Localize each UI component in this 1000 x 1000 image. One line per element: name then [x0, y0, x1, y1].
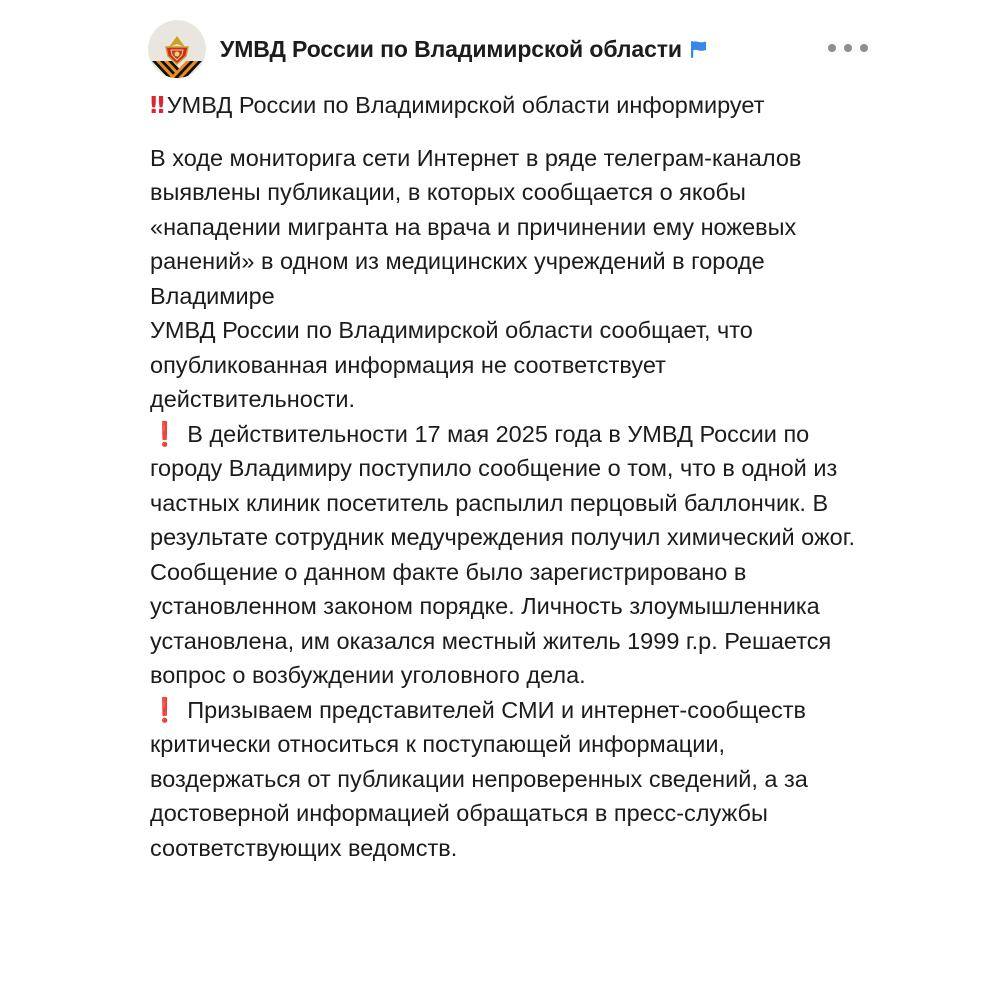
- post-paragraph-2: УМВД России по Владимирской области сообщает, что опубликованная информация не соответствует действительности.: [150, 317, 753, 412]
- more-dot: [860, 44, 868, 52]
- post-paragraph-3: [150, 417, 862, 693]
- post-body: [150, 88, 862, 865]
- post-paragraph-1: В ходе мониторига сети Интернет в ряде телеграм-каналов выявлены публикации, в которых сообщается о якобы «нападении мигранта на врача и причинении ему ножевых ранений» в одном из медицинских учреждений в городе Владимире: [150, 144, 802, 309]
- more-options-button[interactable]: [828, 38, 868, 58]
- exclamation-emoji: ❗: [150, 419, 180, 448]
- more-dot: [828, 44, 836, 52]
- post-paragraph-4: [150, 693, 862, 866]
- post-title: [150, 88, 862, 123]
- channel-header: [148, 18, 868, 80]
- channel-avatar[interactable]: [148, 20, 206, 78]
- post-title-text: УМВД России по Владимирской области информирует: [166, 92, 765, 118]
- channel-name[interactable]: УМВД России по Владимирской области: [220, 35, 682, 62]
- double-exclamation-emoji: ‼: [150, 91, 162, 119]
- exclamation-emoji: ❗: [150, 695, 180, 724]
- post-paragraph-3-text: В действительности 17 мая 2025 года в УМВД России по городу Владимиру поступило сообщение о том, что в одной из частных клиник посетитель распылил перцовый баллончик. В результате сотрудник медучреждения получил химический ожог. Сообщение о данном факте было зарегистрировано в установленном законом порядке. Личность злоумышленника установлена, им оказался местный житель 1999 г.р. Решается вопрос о возбуждении уголовного дела.: [150, 420, 855, 688]
- post-paragraph-4-text: Призываем представителей СМИ и интернет-сообществ критически относиться к поступающей информации, воздержаться от публикации непроверенных сведений, а за достоверной информацией обращаться в пресс-службы соответствующих ведомств.: [150, 696, 808, 861]
- more-dot: [844, 44, 852, 52]
- blue-flag-icon: [690, 39, 708, 59]
- emblem-avatar-icon: [148, 20, 206, 78]
